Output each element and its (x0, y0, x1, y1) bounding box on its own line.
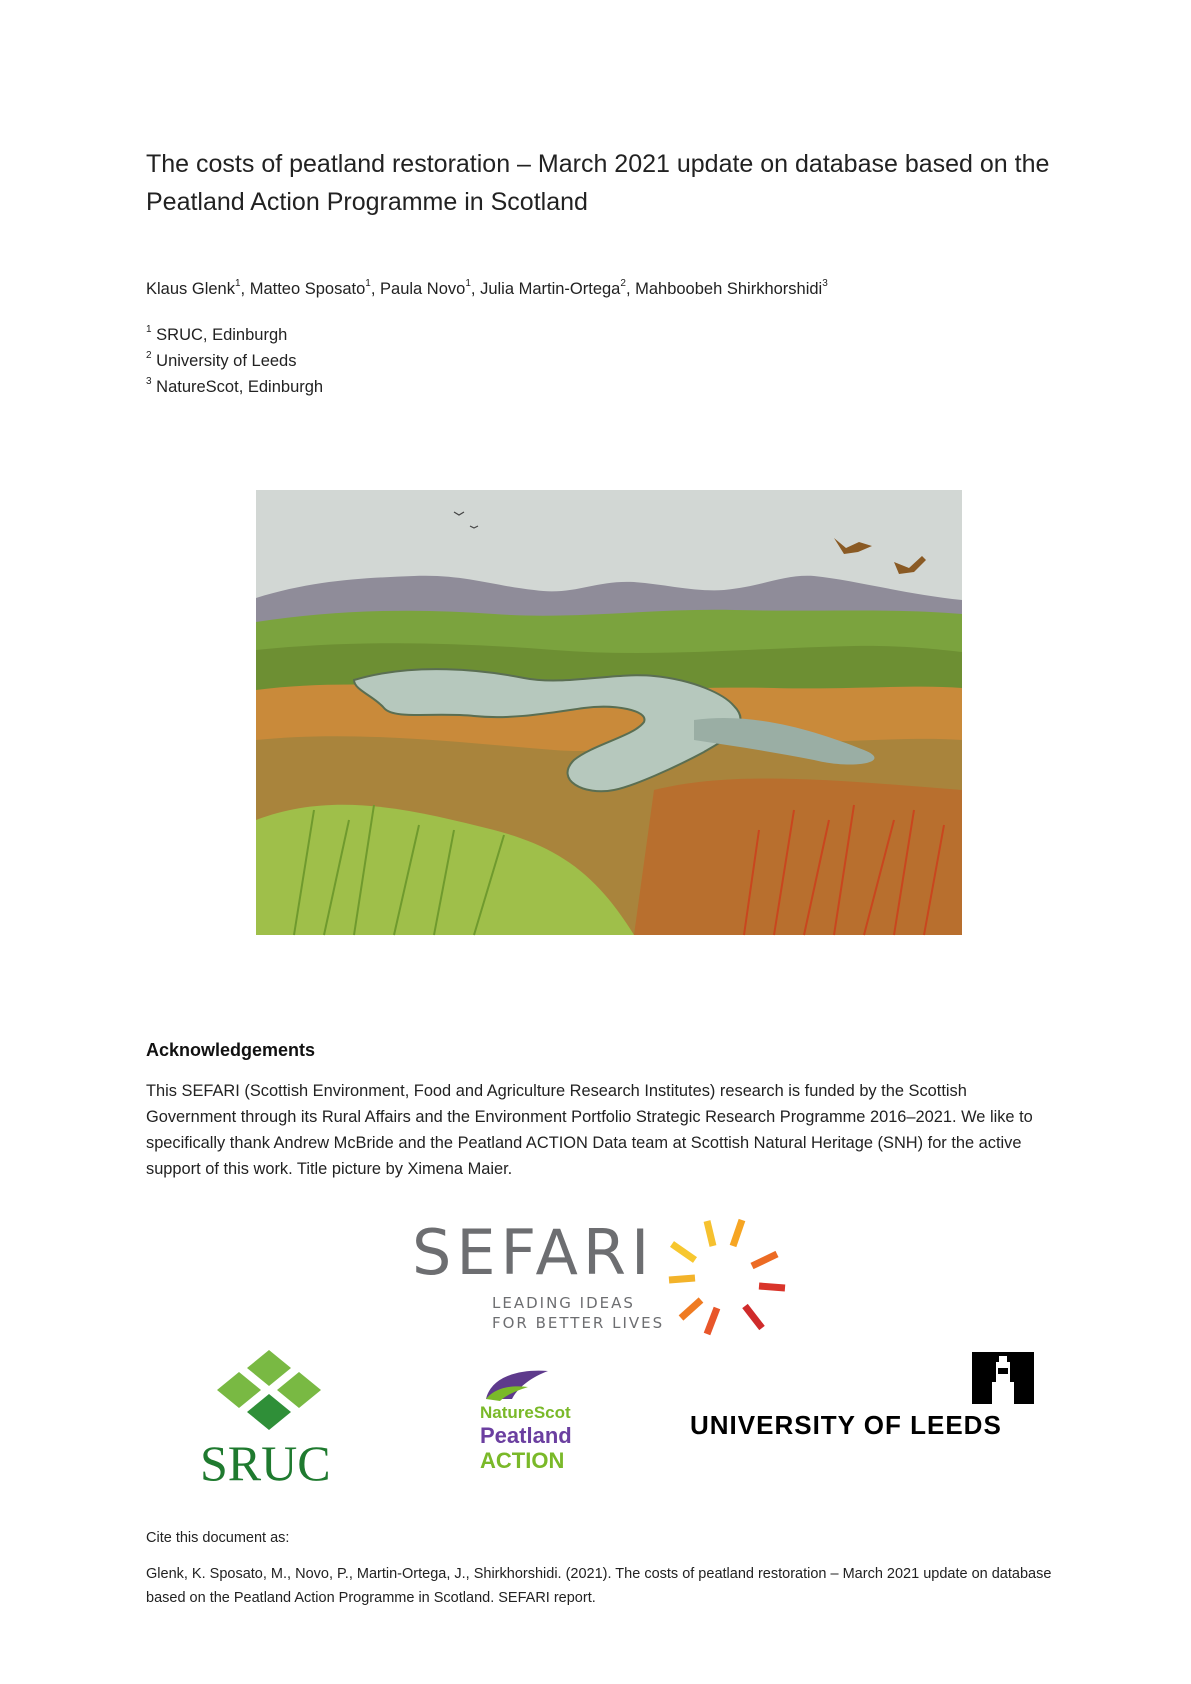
citation-label: Cite this document as: (146, 1530, 290, 1546)
author-affiliation-mark: 1 (465, 278, 471, 289)
foreground-heather (634, 778, 962, 935)
author-name: Paula Novo (380, 280, 466, 298)
acknowledgements-heading: Acknowledgements (146, 1040, 316, 1060)
peatland-illustration (254, 490, 964, 940)
sruc-diamond-icon (204, 1348, 334, 1433)
author-name: Klaus Glenk (146, 280, 235, 298)
affiliation-mark: 1 (146, 324, 152, 335)
citation-text: Glenk, K. Sposato, M., Novo, P., Martin-Ortega, J., Shirkhorshidi. (2021). The costs of peatland restoration – March 2021 update on database based on the Peatland Action Programme in Scotland. SEFARI report. (146, 1566, 1052, 1606)
sefari-wordmark: SEFARI (412, 1216, 655, 1289)
university-of-leeds-logo (690, 1352, 1040, 1447)
action-wordmark: ACTION (480, 1448, 565, 1473)
affiliation-line (146, 326, 287, 345)
naturescot-wordmark: NatureScot (480, 1403, 571, 1422)
author-name: Mahboobeh Shirkhorshidi (635, 280, 823, 298)
author-list: Klaus Glenk$^1$, Matteo Sposato$^1$, Paula Novo$^1$, Julia Martin-Ortega$^2$, Mahboobeh Shirkhorshidi$^3$ (146, 278, 828, 298)
acknowledgements-text: This SEFARI (Scottish Environment, Food and Agriculture Research Institutes) research is funded by the Scottish Government through its Rural Affairs and the Environment Portfolio Strategic Research Programme 2016–2021. We like to specifically thank Andrew McBride and the Peatland ACTION Data team at Scottish Natural Heritage (SNH) for the active support of this work. Title picture by Ximena Maier. (146, 1082, 1033, 1178)
sefari-logo (412, 1216, 792, 1336)
naturescot-peatland-action-logo (470, 1365, 610, 1480)
affiliation-mark: 3 (146, 376, 152, 387)
author-affiliation-mark: 3 (822, 278, 828, 289)
author-affiliation-mark: 1 (234, 278, 241, 289)
author-name: Matteo Sposato (249, 280, 366, 298)
author-name: Julia Martin-Ortega (480, 280, 621, 298)
affiliation-text: University of Leeds (156, 352, 297, 370)
leeds-wordmark: UNIVERSITY OF LEEDS (690, 1410, 1002, 1440)
naturescot-leaf-icon (482, 1365, 552, 1403)
author-affiliation-mark: 2 (620, 278, 626, 289)
affiliation-line (146, 378, 323, 397)
sefari-sunburst-icon (667, 1216, 792, 1336)
sefari-tagline-line1: LEADING IDEAS (492, 1294, 635, 1312)
author-affiliation-mark: 1 (365, 278, 371, 289)
affiliation-text: NatureScot, Edinburgh (156, 378, 324, 396)
affiliation-mark: 2 (146, 350, 152, 361)
affiliation-line (146, 352, 296, 371)
peatland-wordmark: Peatland (480, 1423, 572, 1448)
leeds-tower-icon (972, 1352, 1034, 1404)
affiliation-text: SRUC, Edinburgh (156, 326, 288, 344)
document-title: The costs of peatland restoration – March 2021 update on database based on the Peatland Action Programme in Scotland (146, 150, 1050, 216)
sruc-logo (194, 1348, 354, 1491)
sruc-wordmark: SRUC (200, 1435, 331, 1491)
sefari-tagline-line2: FOR BETTER LIVES (492, 1314, 665, 1332)
